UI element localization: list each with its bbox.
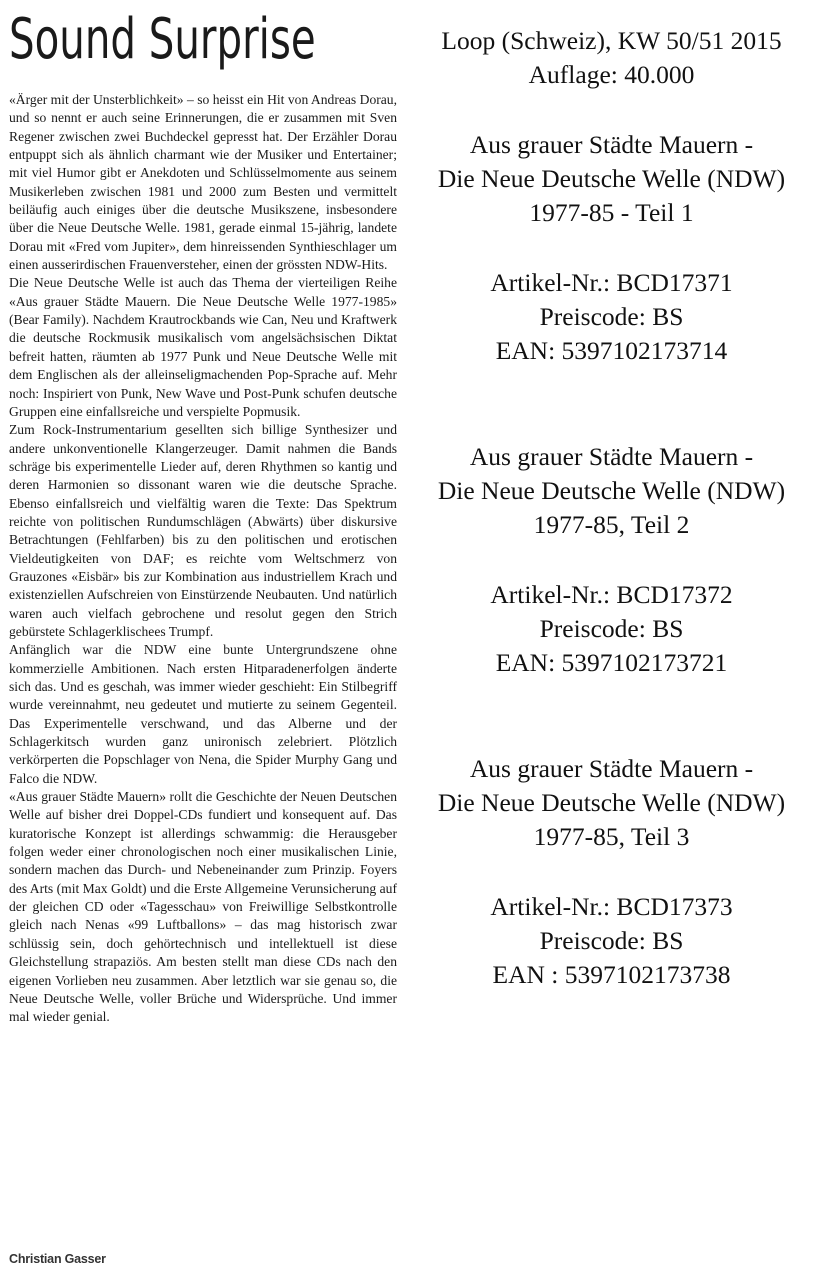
product-title-line: 1977-85, Teil 2 xyxy=(533,510,690,539)
article-column xyxy=(9,0,397,1266)
article-body xyxy=(9,91,397,1027)
product-details-block xyxy=(400,266,823,368)
source-publication: Loop (Schweiz), KW 50/51 2015 xyxy=(441,26,782,55)
product-title-block xyxy=(400,440,823,542)
product-price-code: Preiscode: BS xyxy=(539,302,684,331)
product-details-block xyxy=(400,890,823,992)
product-details-block xyxy=(400,578,823,680)
product-article-number: Artikel-Nr.: BCD17371 xyxy=(490,268,733,297)
product-ean: EAN: 5397102173714 xyxy=(495,336,728,365)
product-title-block xyxy=(400,128,823,230)
product-title-line: 1977-85 - Teil 1 xyxy=(529,198,694,227)
article-paragraph: Zum Rock-Instrumentarium gesellten sich billige Synthesizer und andere unkonventionelle Klangerzeuger. Damit nahmen die Bands schräge bis experimentelle Lieder auf, deren Rhythmen so kantig und deren Harmonien so dissonant waren wie die deutsche Sprache. Ebenso einfallsreich und vielfältig waren die Texte: Das Spektrum reichte von politischen Rundumschlägen (Abwärts) über diskursive Betrachtungen (Fehlfarben) bis zu den politischen und erotischen Vieldeutigkeiten von DAF; es reichte vom Weltschmerz von Grauzones «Eisbär» bis zur Kombination aus industriellem Krach und existenziellen Aufschreien von Einstürzende Neubauten. Und natürlich waren auch vielfach gebrochene und resolut gegen den Strich gebürstete Schlagerklischees Trumpf. xyxy=(9,422,397,639)
source-circulation: Auflage: 40.000 xyxy=(528,60,695,89)
product-article-number: Artikel-Nr.: BCD17372 xyxy=(490,580,733,609)
product-title-line: Die Neue Deutsche Welle (NDW) xyxy=(437,476,786,505)
product-title-line: Aus grauer Städte Mauern - xyxy=(469,442,754,471)
product-price-code: Preiscode: BS xyxy=(539,926,684,955)
article-paragraph: Anfänglich war die NDW eine bunte Untergrundszene ohne kommerzielle Ambitionen. Nach ersten Hitparadenerfolgen änderte sich das. Und es geschah, was immer wieder geschieht: Ein Stilbegriff wurde vereinnahmt, neu gedeutet und mutierte zu seinem Gegenteil. Das Experimentelle verschwand, und das Alberne und der Schlagerkitsch wurden ganz unironisch zelebriert. Plötzlich verkörperten die Popschlager von Nena, die Spider Murphy Gang und Falco die NDW. xyxy=(9,642,397,786)
product-article-number: Artikel-Nr.: BCD17373 xyxy=(490,892,733,921)
article-paragraph: Die Neue Deutsche Welle ist auch das Thema der vierteiligen Reihe «Aus grauer Städte Mauern. Die Neue Deutsche Welle 1977-1985» (Bear Family). Nachdem Krautrockbands wie Can, Neu und Kraftwerk die deutsche Rockmusik musikalisch vom angelsächsischen Diktat befreit hatten, räumten ab 1977 Punk und Neue Deutsche Welle mit dem Englischen als der alleinseligmachenden Pop-Sprache auf. Mehr noch: Inspiriert von Punk, New Wave und Post-Punk schufen deutsche Gruppen eine einfallsreiche und verspielte Popmusik. xyxy=(9,275,397,419)
product-title-line: Aus grauer Städte Mauern - xyxy=(469,130,754,159)
article-paragraph: «Aus grauer Städte Mauern» rollt die Geschichte der Neuen Deutschen Welle auf bisher drei Doppel-CDs fundiert und konsequent auf. Das kuratorische Konzept ist allerdings schwammig: die Herausgeber folgen weder einer chronologischen noch einer musikalischen Linie, sondern machen das Durch- und Nebeneinander zum Prinzip. Foyers des Arts (mit Max Goldt) und die Erste Allgemeine Verunsicherung auf der gleichen CD oder «Tagesschau» von Freiwillige Selbstkontrolle gleich nach Nenas «99 Luftballons» – das mag historisch zwar schlüssig sein, doch gehörtechnisch und intellektuell ist diese Gleichstellung strapaziös. Am besten stellt man diese CDs nach den eigenen Vorlieben neu zusammen. Aber letztlich war sie genau so, die Neue Deutsche Welle, voller Brüche und Widersprüche. Und immer mal wieder genial. xyxy=(9,789,397,1025)
product-title-line: Aus grauer Städte Mauern - xyxy=(469,754,754,783)
product-title-line: 1977-85, Teil 3 xyxy=(533,822,690,851)
product-price-code: Preiscode: BS xyxy=(539,614,684,643)
product-title-line: Die Neue Deutsche Welle (NDW) xyxy=(437,164,786,193)
product-title-line: Die Neue Deutsche Welle (NDW) xyxy=(437,788,786,817)
article-paragraph: «Ärger mit der Unsterblichkeit» – so heisst ein Hit von Andreas Dorau, und so nennt er auch seine Erinnerungen, die er zusammen mit Sven Regener zwischen zwei Buchdeckel gepresst hat. Der Erzähler Dorau entpuppt sich als ähnlich charmant wie der Musiker und Entertainer; mit viel Humor gibt er Anekdoten und Schlüsselmomente aus seinem Musikerleben zwischen 1981 und 2000 zum Besten und vermittelt beiläufig auch einiges über die deutsche Musikszene, insbesondere über die Neue Deutsche Welle. 1981, gerade einmal 15-jährig, landete Dorau mit «Fred vom Jupiter», dem hinreissenden Synthieschlager um einen ausserirdischen Frauenversteher, einen der grössten NDW-Hits. xyxy=(9,92,397,273)
source-info xyxy=(400,24,823,92)
product-ean: EAN: 5397102173721 xyxy=(495,648,728,677)
product-title-block xyxy=(400,752,823,854)
article-byline: Christian Gasser xyxy=(9,1252,106,1266)
article-headline: Sound Surprise xyxy=(9,7,316,72)
product-ean: EAN : 5397102173738 xyxy=(492,960,731,989)
